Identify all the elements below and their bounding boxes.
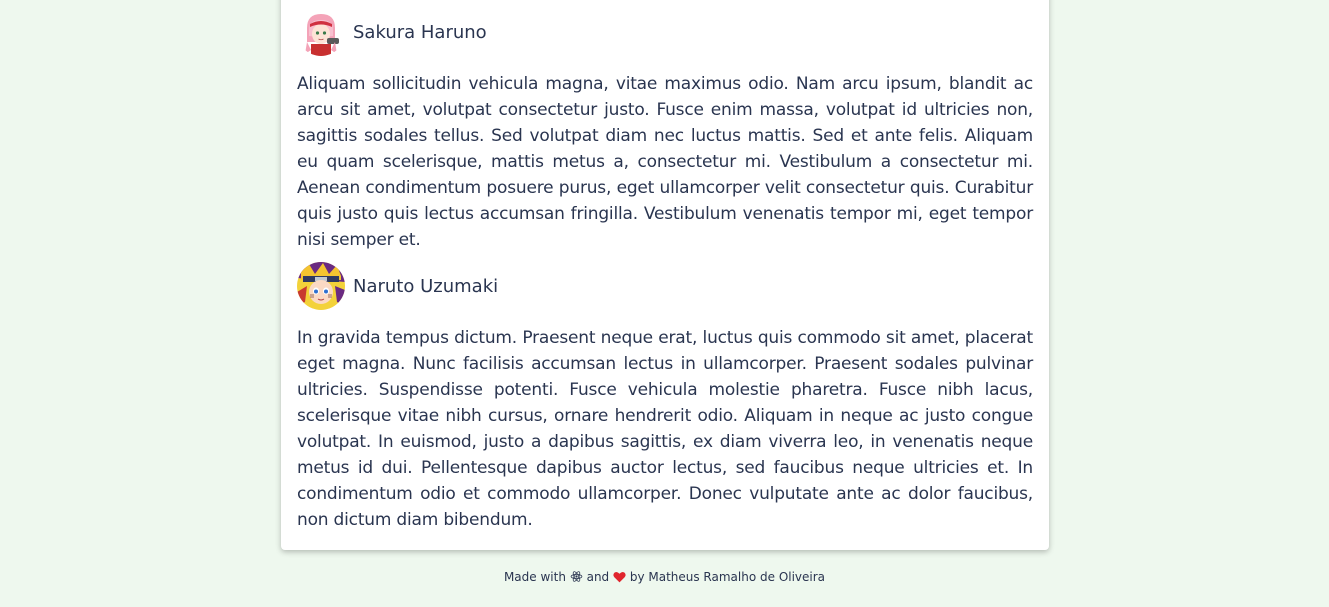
- footer-author-link[interactable]: by Matheus Ramalho de Oliveira: [629, 570, 826, 584]
- sakura-avatar: [297, 8, 345, 56]
- footer-made-with: Made with: [503, 570, 566, 584]
- post-text: Aliquam sollicitudin vehicula magna, vitae maximus odio. Nam arcu ipsum, blandit ac arcu sit amet, volutpat consectetur justo. Fusce enim massa, volutpat id ultricies non, sagittis sodales tellus. Sed volutpat diam nec luctus mattis. Sed et ante felis. Aliquam eu quam scelerisque, mattis metus a, consectetur mi. Vestibulum a consectetur mi. Aenean condimentum posuere purus, eget ullamcorper velit consectetur quis. Curabitur quis justo quis lectus accumsan fringilla. Vestibulum venenatis tempor mi, eget tempor nisi semper et.: [297, 74, 1033, 250]
- footer-and: and: [586, 570, 610, 584]
- posts-card: [281, 0, 1049, 550]
- post-header: [297, 261, 1033, 311]
- heart-icon: [613, 570, 630, 584]
- author-name[interactable]: Sakura Haruno: [353, 21, 487, 43]
- naruto-avatar: [297, 262, 345, 310]
- post: [297, 261, 1033, 533]
- post-header: [297, 7, 1033, 57]
- react-icon: [570, 570, 587, 584]
- author-name[interactable]: Naruto Uzumaki: [353, 275, 499, 297]
- footer: [0, 570, 1329, 584]
- post-text: In gravida tempus dictum. Praesent neque erat, luctus quis commodo sit amet, placerat eget magna. Nunc facilisis accumsan lectus in ullamcorper. Praesent sodales pulvinar ultricies. Suspendisse potenti. Fusce vehicula molestie pharetra. Fusce nibh lacus, scelerisque vitae nibh cursus, ornare hendrerit odio. Aliquam in neque ac justo congue volutpat. In euismod, justo a dapibus sagittis, ex diam viverra leo, in venenatis neque metus id dui. Pellentesque dapibus auctor lectus, sed faucibus neque ultricies et. In condimentum odio et commodo ullamcorper. Donec vulputate ante ac dolor faucibus, non dictum diam bibendum.: [297, 328, 1033, 530]
- post: [297, 7, 1033, 253]
